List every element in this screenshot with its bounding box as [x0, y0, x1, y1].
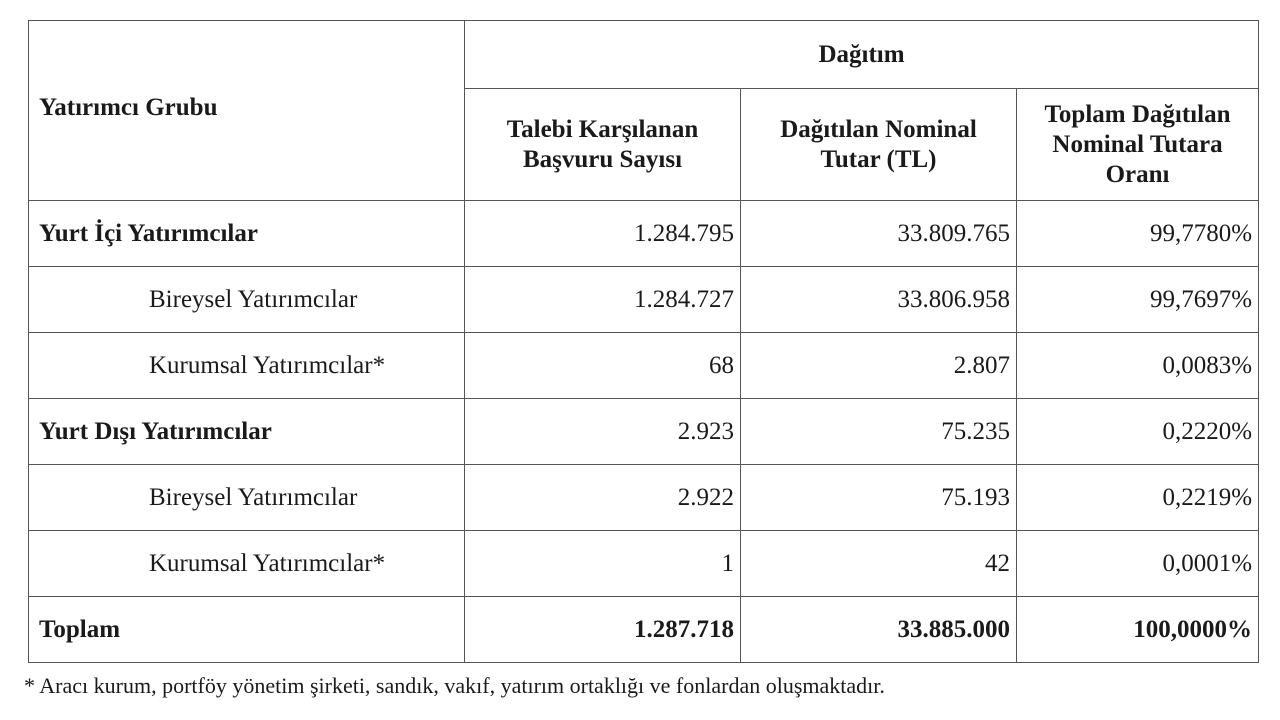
table-row-foreign-individual	[29, 465, 1259, 531]
header-nominal-amount: Dağıtılan Nominal Tutar (TL)	[741, 89, 1017, 201]
cell-applications: 1.284.727	[465, 267, 741, 333]
header-distribution: Dağıtım	[465, 21, 1259, 89]
cell-ratio: 99,7780%	[1017, 201, 1259, 267]
row-label: Bireysel Yatırımcılar	[29, 267, 465, 333]
table-row-domestic-institutional	[29, 333, 1259, 399]
cell-nominal: 42	[741, 531, 1017, 597]
header-applications: Talebi Karşılanan Başvuru Sayısı	[465, 89, 741, 201]
cell-applications: 1	[465, 531, 741, 597]
table-row-foreign	[29, 399, 1259, 465]
row-label: Toplam	[29, 597, 465, 663]
cell-ratio: 0,2220%	[1017, 399, 1259, 465]
cell-nominal: 75.193	[741, 465, 1017, 531]
cell-nominal: 33.885.000	[741, 597, 1017, 663]
cell-nominal: 2.807	[741, 333, 1017, 399]
table-row-total	[29, 597, 1259, 663]
cell-ratio: 0,2219%	[1017, 465, 1259, 531]
row-label: Bireysel Yatırımcılar	[29, 465, 465, 531]
row-label: Kurumsal Yatırımcılar*	[29, 333, 465, 399]
footnote: * Aracı kurum, portföy yönetim şirketi, sandık, vakıf, yatırım ortaklığı ve fonlardan oluşmaktadır.	[24, 673, 885, 698]
row-label: Yurt İçi Yatırımcılar	[29, 201, 465, 267]
cell-ratio: 0,0083%	[1017, 333, 1259, 399]
table-row-foreign-institutional	[29, 531, 1259, 597]
cell-applications: 1.284.795	[465, 201, 741, 267]
cell-ratio: 0,0001%	[1017, 531, 1259, 597]
table-row-domestic	[29, 201, 1259, 267]
cell-ratio: 99,7697%	[1017, 267, 1259, 333]
distribution-table-container	[28, 20, 1258, 663]
row-label: Kurumsal Yatırımcılar*	[29, 531, 465, 597]
cell-nominal: 75.235	[741, 399, 1017, 465]
header-ratio: Toplam Dağıtılan Nominal Tutara Oranı	[1017, 89, 1259, 201]
cell-ratio: 100,0000%	[1017, 597, 1259, 663]
row-label: Yurt Dışı Yatırımcılar	[29, 399, 465, 465]
cell-applications: 2.922	[465, 465, 741, 531]
header-investor-group: Yatırımcı Grubu	[29, 21, 465, 201]
cell-applications: 1.287.718	[465, 597, 741, 663]
cell-applications: 2.923	[465, 399, 741, 465]
table-row-domestic-individual	[29, 267, 1259, 333]
cell-nominal: 33.806.958	[741, 267, 1017, 333]
distribution-table	[28, 20, 1259, 663]
cell-applications: 68	[465, 333, 741, 399]
cell-nominal: 33.809.765	[741, 201, 1017, 267]
